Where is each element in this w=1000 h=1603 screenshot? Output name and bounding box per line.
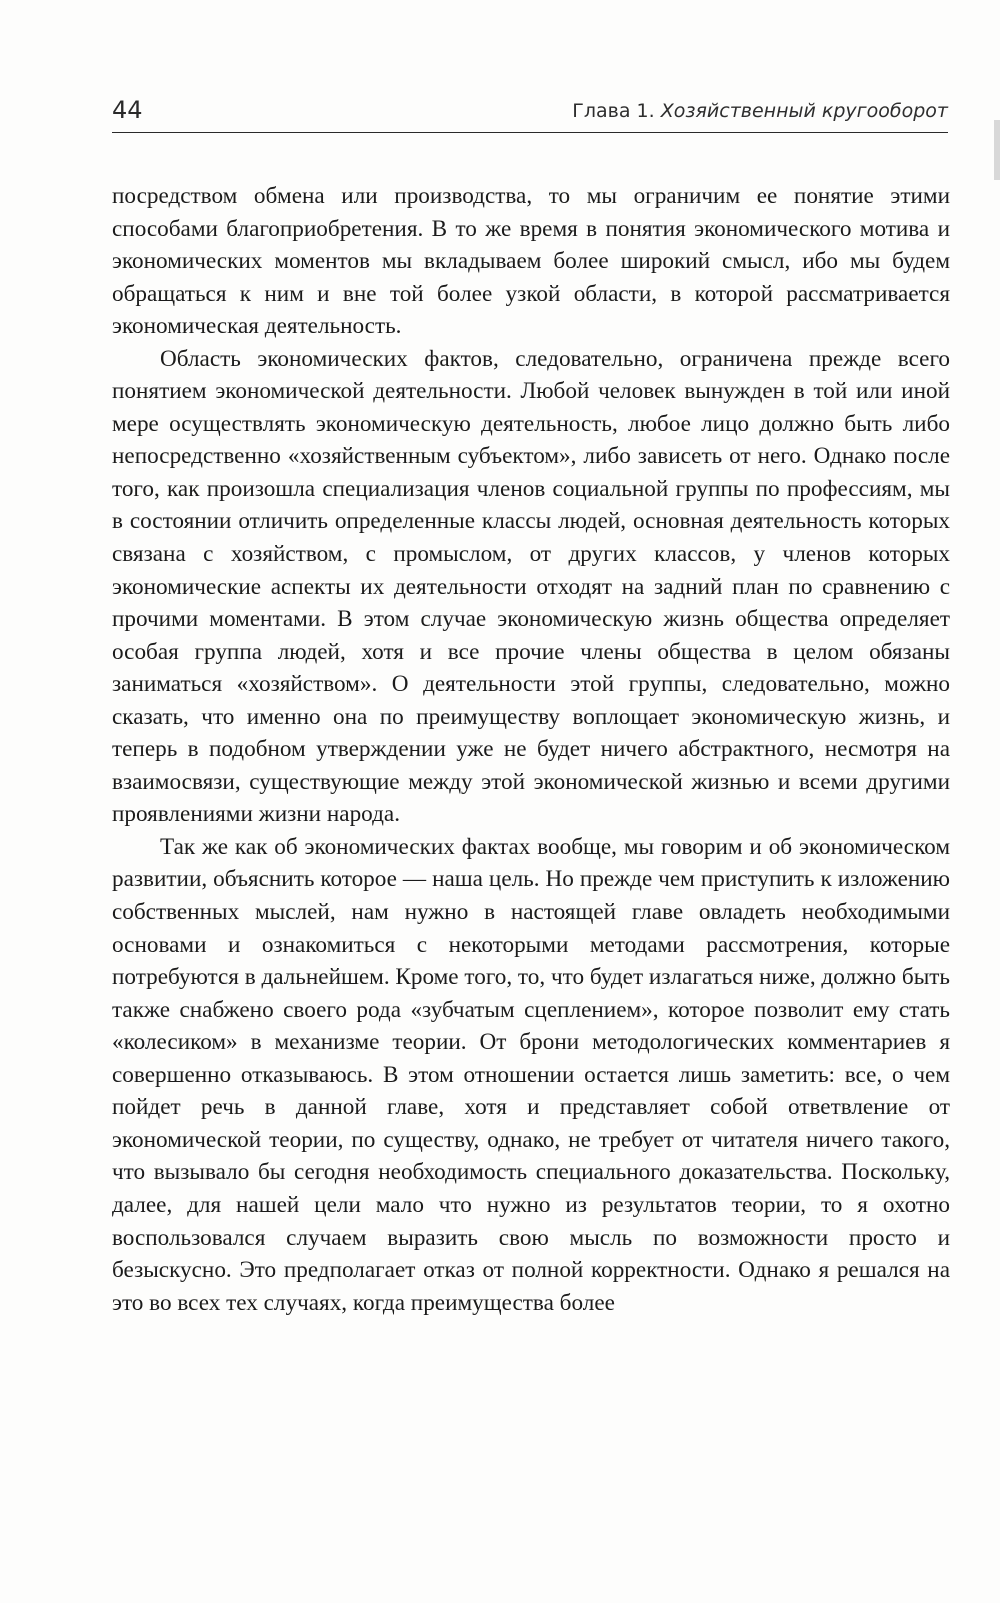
body-text (112, 180, 950, 1319)
paragraph: Так же как об экономических фактах вообще, мы говорим и об экономическом развитии, объяснить которое — наша цель. Но прежде чем приступить к изложению собственных мыслей, нам нужно в настоящей главе овладеть необходимыми основами и ознакомиться с некоторыми методами рассмотрения, которые потребуются в дальнейшем. Кроме того, то, что будет излагаться ниже, должно быть также снабжено своего рода «зубчатым сцеплением», которое позволит ему стать «колесиком» в механизме теории. От брони методологических комментариев я совершенно отказываюсь. В этом отношении остается лишь заметить: все, о чем пойдет речь в данной главе, хотя и представляет собой ответвление от экономической теории, по существу, однако, не требует от читателя ничего такого, что вызывало бы сегодня необходимость специального доказательства. Поскольку, далее, для нашей цели мало что нужно из результатов теории, то я охотно воспользовался случаем выразить свою мысль по возможности просто и безыскусно. Это предполагает отказ от полной корректности. Однако я решался на это во всех тех случаях, когда преимущества более (112, 833, 950, 1316)
chapter-label: Глава 1. (572, 100, 655, 122)
running-header (112, 92, 948, 133)
paragraph: посредством обмена или производства, то мы ограничим ее понятие этими способами благоприобретения. В то же время в понятия экономического мотива и экономических моментов мы вкладываем более широкий смысл, ибо мы будем обращаться к ним и вне той более узкой области, в которой рассматривается экономическая деятельность. (112, 183, 950, 340)
page-number: 44 (112, 96, 143, 124)
chapter-heading (572, 100, 948, 122)
paragraph: Область экономических фактов, следовательно, ограничена прежде всего понятием экономической деятельности. Любой человек вынужден в той или иной мере осуществлять экономическую деятельность, любое лицо должно быть либо непосредственно «хозяйственным субъектом», либо зависеть от него. Однако после того, как произошла специализация членов социальной группы по профессиям, мы в состоянии отличить определенные классы людей, основная деятельность которых связана с хозяйством, с промыслом, от других классов, у членов которых экономические аспекты их деятельности отходят на задний план по сравнению с прочими моментами. В этом случае экономическую жизнь общества определяет особая группа людей, хотя и все прочие члены общества в целом обязаны заниматься «хозяйством». О деятельности этой группы, следовательно, можно сказать, что именно она по преимуществу воплощает экономическую жизнь, и теперь в подобном утверждении уже не будет ничего абстрактного, несмотря на взаимосвязи, существующие между этой экономической жизнью и всеми другими проявлениями жизни народа. (112, 345, 950, 828)
page-edge-shadow (994, 120, 1000, 180)
chapter-title: Хозяйственный кругооборот (660, 100, 948, 122)
